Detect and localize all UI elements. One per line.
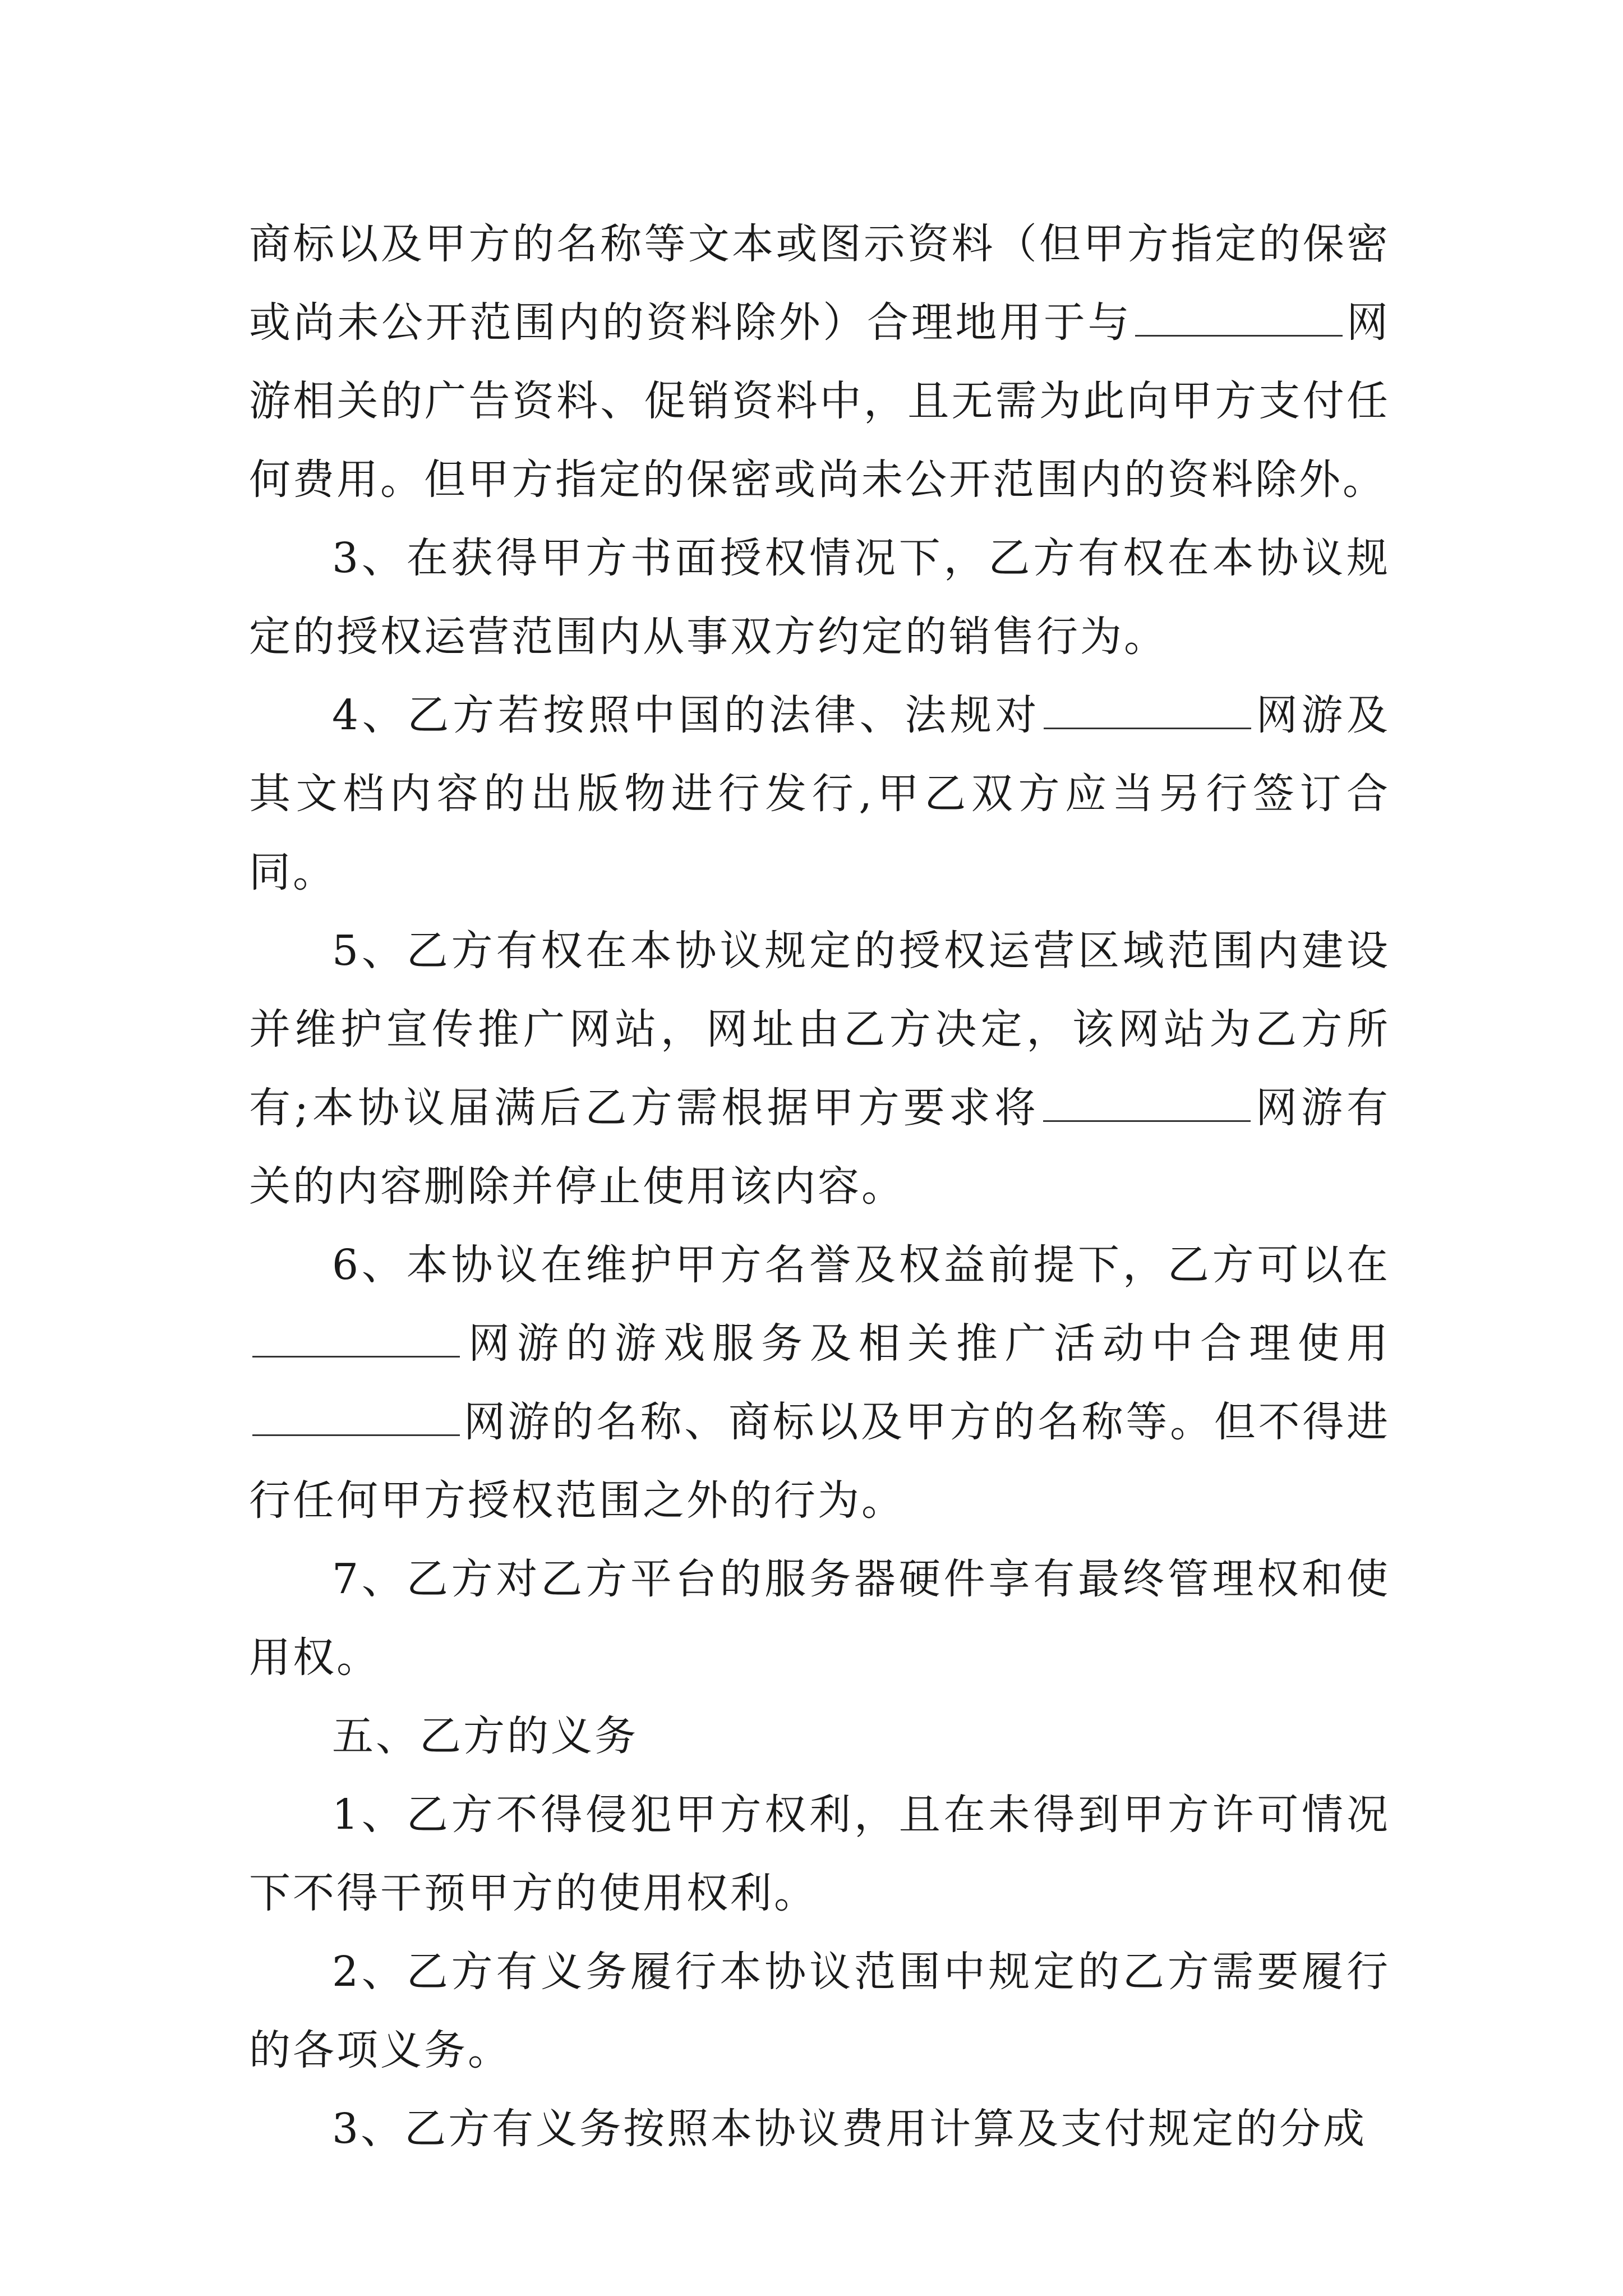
paragraph-clause-7 xyxy=(249,1540,1390,1697)
paragraph-text: 网游及其文档内容的出版物进行发行,甲乙双方应当另行签订合同。 xyxy=(249,691,1390,896)
fill-in-blank xyxy=(252,1395,460,1436)
paragraph-text: 3、乙方有义务按照本协议费用计算及支付规定的分成 xyxy=(332,2105,1367,2153)
section-heading-text: 五、乙方的义务 xyxy=(332,1712,638,1760)
paragraph-text: 商标以及甲方的名称等文本或图示资料（但甲方指定的保密或尚未公开范围内的资料除外）合理地用于与 xyxy=(249,220,1390,347)
paragraph-text: 6、本协议在维护甲方名誉及权益前提下，乙方可以在 xyxy=(332,1241,1390,1289)
paragraph-text: 3、在获得甲方书面授权情况下，乙方有权在本协议规定的授权运营范围内从事双方约定的销售行为。 xyxy=(249,534,1390,661)
fill-in-blank xyxy=(252,1317,460,1358)
paragraph-text: 4、乙方若按照中国的法律、法规对 xyxy=(332,691,1041,739)
section-heading-obligations xyxy=(249,1697,1390,1775)
paragraph-text: 网游相关的广告资料、促销资料中，且无需为此向甲方支付任何费用。但甲方指定的保密或尚未公开范围内的资料除外。 xyxy=(249,298,1391,504)
document-body xyxy=(249,205,1390,2168)
paragraph-obligation-3 xyxy=(249,2090,1390,2168)
paragraph-trademark-use xyxy=(249,205,1390,519)
paragraph-text: 1、乙方不得侵犯甲方权利，且在未得到甲方许可情况下不得干预甲方的使用权利。 xyxy=(249,1791,1390,1917)
paragraph-clause-4 xyxy=(249,676,1390,912)
paragraph-obligation-1 xyxy=(249,1775,1390,1932)
paragraph-text: 网游有关的内容删除并停止使用该内容。 xyxy=(249,1084,1390,1211)
fill-in-blank xyxy=(1044,688,1251,729)
paragraph-text: 7、乙方对乙方平台的服务器硬件享有最终管理权和使用权。 xyxy=(249,1555,1390,1682)
paragraph-text: 2、乙方有义务履行本协议范围中规定的乙方需要履行的各项义务。 xyxy=(249,1948,1390,2074)
paragraph-obligation-2 xyxy=(249,1932,1390,2090)
paragraph-text: 网游的名称、商标以及甲方的名称等。但不得进行任何甲方授权范围之外的行为。 xyxy=(249,1398,1390,1525)
fill-in-blank xyxy=(1135,296,1343,337)
paragraph-clause-5 xyxy=(249,912,1390,1226)
paragraph-clause-3 xyxy=(249,519,1390,676)
paragraph-text: 网游的游戏服务及相关推广活动中合理使用 xyxy=(463,1319,1390,1368)
paragraph-text: 5、乙方有权在本协议规定的授权运营区域范围内建设并维护宣传推广网站，网址由乙方决定，该网站为乙方所有;本协议届满后乙方需根据甲方要求将 xyxy=(249,927,1390,1132)
paragraph-clause-6 xyxy=(249,1226,1390,1540)
fill-in-blank xyxy=(1043,1081,1251,1122)
